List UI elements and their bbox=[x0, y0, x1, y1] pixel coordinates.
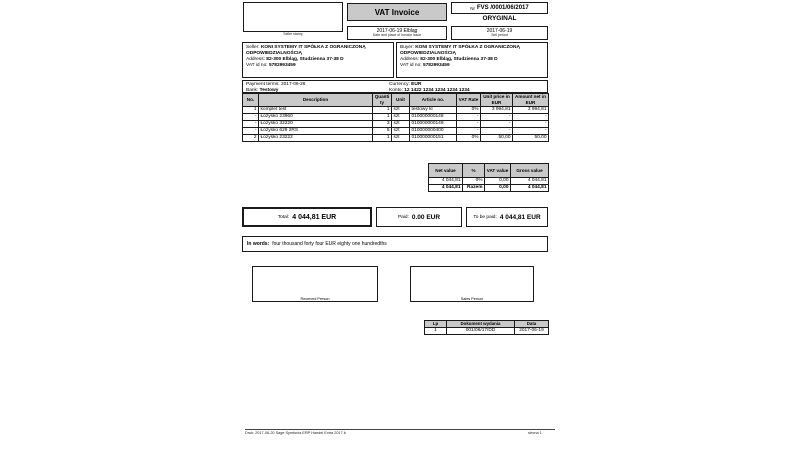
summary-total-row bbox=[429, 185, 549, 192]
vat-summary-table bbox=[428, 163, 549, 192]
item-description: Łożysko 23960 bbox=[259, 114, 373, 121]
paid-value: 0.00 EUR bbox=[411, 213, 441, 221]
item-vat: - bbox=[457, 114, 481, 121]
item-description: Łożysko 629 2RS bbox=[259, 128, 373, 135]
seller-info-box bbox=[242, 42, 394, 78]
summary-header-row bbox=[429, 164, 549, 178]
copy-type-label: ORYGINAL bbox=[482, 15, 517, 22]
item-article: 010000000151 bbox=[410, 135, 457, 142]
in-words-box bbox=[242, 236, 548, 252]
issue-date-box bbox=[347, 26, 447, 40]
item-qty: 1 bbox=[373, 107, 392, 114]
docs-header-row bbox=[425, 321, 549, 328]
item-price: 3 994,81 bbox=[481, 107, 513, 114]
items-table bbox=[242, 93, 549, 142]
col-quantity: Quantity bbox=[373, 94, 392, 107]
seller-vat-line bbox=[246, 63, 390, 69]
sales-person-label: Sales Person bbox=[460, 297, 484, 301]
summary-rate: 0% bbox=[463, 178, 485, 185]
to-be-paid-box bbox=[466, 207, 548, 227]
col-amount-net: Amount net in EUR bbox=[513, 94, 549, 107]
buyer-address-label: Address: bbox=[400, 56, 419, 62]
summary-rate: Razem bbox=[463, 185, 485, 192]
item-vat: - bbox=[457, 121, 481, 128]
bank-label: Bank: bbox=[246, 87, 259, 93]
item-description: Łożysko 32220 bbox=[259, 121, 373, 128]
item-price: 50,00 bbox=[481, 135, 513, 142]
total-label: Total: bbox=[277, 214, 290, 220]
table-row bbox=[243, 107, 549, 114]
currency-label: Currency: bbox=[389, 82, 410, 87]
paid-box bbox=[376, 207, 462, 227]
received-person-label: Received Person bbox=[300, 297, 330, 301]
col-document: Dokument wydania bbox=[447, 321, 515, 328]
summary-net: 4 044,81 bbox=[429, 185, 463, 192]
invoice-number-box bbox=[451, 2, 548, 14]
item-unit: szt bbox=[392, 135, 410, 142]
item-unit: szt bbox=[392, 107, 410, 114]
item-no: 2 bbox=[243, 135, 259, 142]
col-percent: % bbox=[463, 164, 485, 178]
col-no: No. bbox=[243, 94, 259, 107]
seller-address: 82-300 Elbląg, Studzienna 37-38 D bbox=[266, 56, 344, 62]
footer-print-info: Druk: 2017-06-20 Sage Symfonia ERP Handel Extra 2017.b bbox=[245, 431, 346, 435]
paid-label: Paid: bbox=[397, 214, 409, 220]
issue-date-caption: Date and place of invoice issue bbox=[372, 33, 422, 37]
item-no: - bbox=[243, 121, 259, 128]
buyer-vat-line bbox=[400, 63, 544, 69]
item-unit: szt bbox=[392, 114, 410, 121]
item-article: testowy kl bbox=[410, 107, 457, 114]
table-row bbox=[243, 135, 549, 142]
col-net-value: Net value bbox=[429, 164, 463, 178]
summary-net: 4 044,81 bbox=[429, 178, 463, 185]
item-price: - bbox=[481, 121, 513, 128]
table-row bbox=[243, 121, 549, 128]
item-net: - bbox=[513, 128, 549, 135]
buyer-label: Buyer: bbox=[400, 45, 414, 50]
payment-info-box bbox=[242, 80, 548, 93]
total-value: 4 044,81 EUR bbox=[292, 213, 337, 221]
summary-row bbox=[429, 178, 549, 185]
item-net: 3 994,81 bbox=[513, 107, 549, 114]
item-qty: 1 bbox=[373, 135, 392, 142]
seller-vat-label: VAT id no: bbox=[246, 62, 268, 68]
item-description: Łożysko 23222 bbox=[259, 135, 373, 142]
account-value: 12 1422 1234 1234 1234 1234 bbox=[404, 87, 470, 93]
item-no: - bbox=[243, 114, 259, 121]
item-description: komplet test bbox=[259, 107, 373, 114]
invoice-title: VAT Invoice bbox=[347, 3, 447, 21]
sales-person-box bbox=[410, 266, 534, 302]
payment-terms-label: Payment terms: bbox=[246, 82, 280, 87]
item-unit: szt bbox=[392, 128, 410, 135]
item-net: 50,00 bbox=[513, 135, 549, 142]
item-price: - bbox=[481, 128, 513, 135]
buyer-address: 82-300 Elbląg, Studzienna 37-38 D bbox=[420, 56, 498, 62]
col-vat-rate: VAT Rate bbox=[457, 94, 481, 107]
col-unit: Unit bbox=[392, 94, 410, 107]
to-be-paid-label: To be paid: bbox=[473, 214, 497, 220]
item-price: - bbox=[481, 114, 513, 121]
item-net: - bbox=[513, 114, 549, 121]
table-row bbox=[243, 128, 549, 135]
received-person-box bbox=[252, 266, 378, 302]
item-net: - bbox=[513, 121, 549, 128]
item-qty: 3 bbox=[373, 121, 392, 128]
seller-stamp-box bbox=[243, 2, 343, 32]
seller-label: Seller: bbox=[246, 45, 260, 50]
footer-divider bbox=[245, 429, 555, 430]
item-qty: 1 bbox=[373, 114, 392, 121]
buyer-name-line bbox=[400, 45, 544, 57]
item-unit: szt bbox=[392, 121, 410, 128]
table-row bbox=[243, 114, 549, 121]
seller-name: KONI SYSTEMY IT SPÓŁKA Z OGRANICZONĄ ODPOWIEDZIALNOŚCIĄ bbox=[246, 45, 366, 56]
item-vat: 0% bbox=[457, 135, 481, 142]
to-be-paid-value: 4 044,81 EUR bbox=[499, 213, 541, 221]
sell-date-box bbox=[451, 26, 548, 40]
item-article: 010000000400 bbox=[410, 128, 457, 135]
issue-date-value: 2017-06-19 Elbląg bbox=[376, 28, 418, 34]
col-vat-value: VAT value bbox=[485, 164, 511, 178]
buyer-vat-label: VAT id no: bbox=[400, 62, 422, 68]
item-article: 010000000149 bbox=[410, 121, 457, 128]
item-vat: 0% bbox=[457, 107, 481, 114]
col-unit-price: Unit price in EUR bbox=[481, 94, 513, 107]
summary-vat: 0,00 bbox=[485, 185, 511, 192]
doc-lp: 1 bbox=[425, 328, 447, 335]
col-article: Article no. bbox=[410, 94, 457, 107]
summary-gross: 4 044,81 bbox=[511, 178, 549, 185]
in-words-text: four thousand forty four EUR eighty one hundredths bbox=[272, 241, 387, 247]
seller-address-label: Address: bbox=[246, 56, 265, 62]
account-label: Konto: bbox=[389, 87, 403, 93]
seller-vat: 5782993459 bbox=[268, 62, 296, 68]
buyer-name: KONI SYSTEMY IT SPÓŁKA Z OGRANICZONĄ ODPOWIEDZIALNOŚCIĄ bbox=[400, 45, 520, 56]
doc-number: 001/06/17/DD bbox=[447, 328, 515, 335]
docs-row bbox=[425, 328, 549, 335]
items-header-row bbox=[243, 94, 549, 107]
col-lp: Lp bbox=[425, 321, 447, 328]
col-gross-value: Gross value bbox=[511, 164, 549, 178]
item-article: 010000000148 bbox=[410, 114, 457, 121]
col-description: Description bbox=[259, 94, 373, 107]
seller-stamp-caption: Seller stamp bbox=[283, 32, 303, 36]
item-vat: - bbox=[457, 128, 481, 135]
bank-value: Testowy bbox=[259, 87, 279, 93]
doc-date: 2017-06-19 bbox=[515, 328, 549, 335]
invoice-number-value: FVS /0001/06/2017 bbox=[477, 5, 529, 11]
invoice-number-label: Nr bbox=[470, 5, 476, 11]
payment-terms-value: 2017-06-26 bbox=[280, 82, 306, 87]
sell-date-value: 2017-06-19 bbox=[486, 28, 513, 34]
sell-date-caption: Sell period bbox=[491, 33, 508, 37]
currency-value: EUR bbox=[411, 82, 422, 87]
buyer-info-box bbox=[396, 42, 548, 78]
item-qty: 5 bbox=[373, 128, 392, 135]
buyer-vat: 5782993459 bbox=[422, 62, 450, 68]
item-no: 1 bbox=[243, 107, 259, 114]
total-box bbox=[242, 207, 372, 227]
seller-name-line bbox=[246, 45, 390, 57]
summary-gross: 4 044,81 bbox=[511, 185, 549, 192]
footer-page-number: strona 1 bbox=[528, 431, 542, 435]
summary-vat: 0,00 bbox=[485, 178, 511, 185]
in-words-label: In words: bbox=[247, 241, 270, 247]
issue-documents-table bbox=[424, 320, 549, 335]
item-no: - bbox=[243, 128, 259, 135]
col-date: Data bbox=[515, 321, 549, 328]
